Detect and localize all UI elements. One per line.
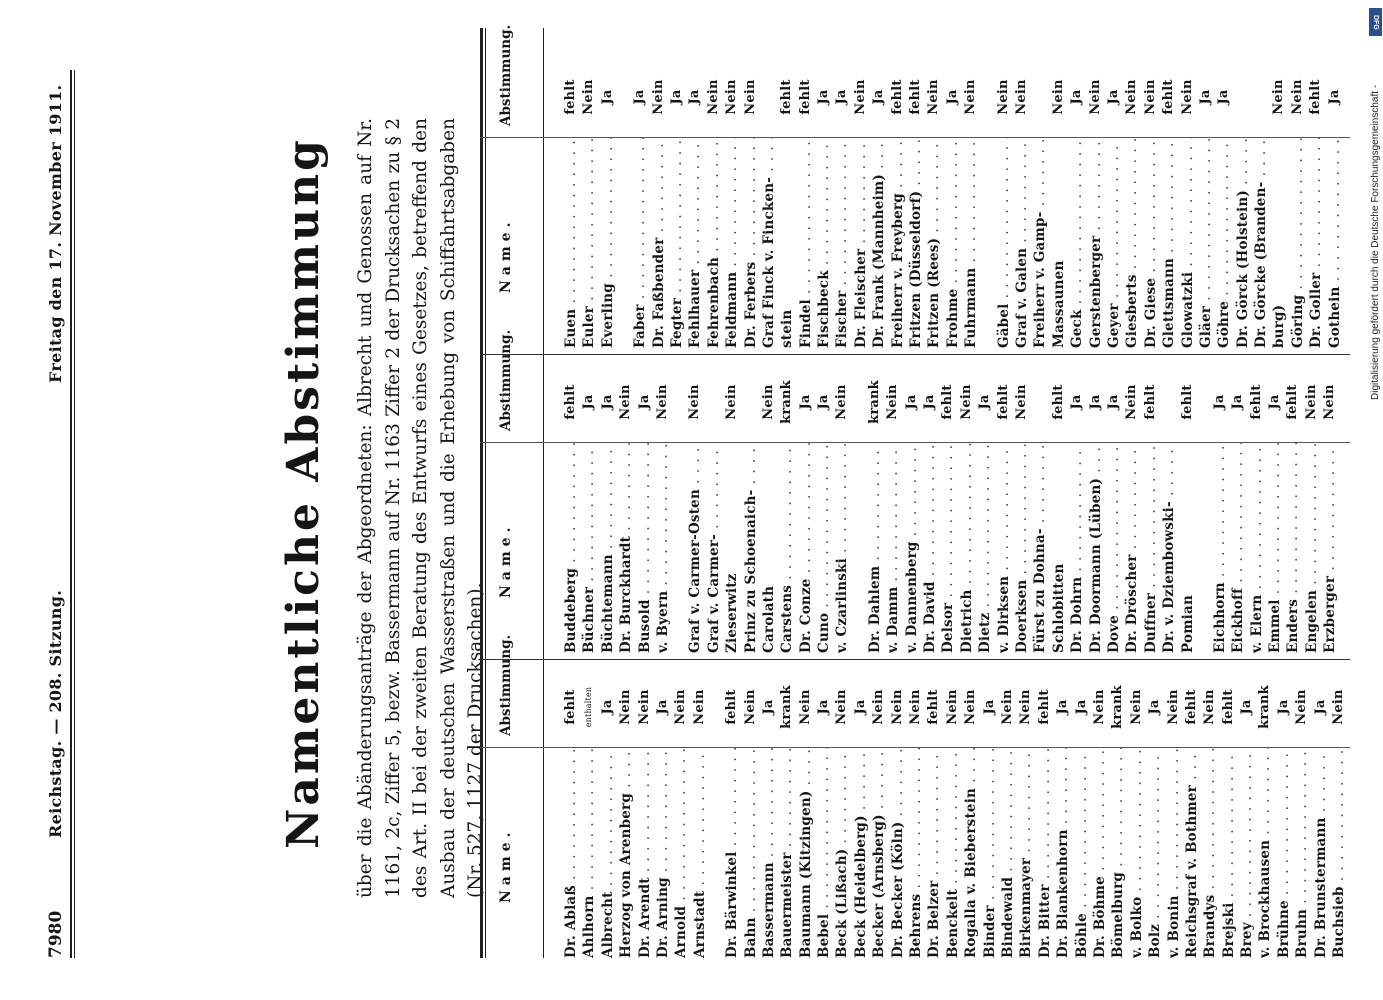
member-name: Pomian — [1179, 595, 1196, 653]
vote-value: Ja — [636, 394, 652, 410]
vote-value: Nein — [1013, 79, 1029, 115]
vote-value: Nein — [673, 689, 689, 725]
vote-value: Nein — [908, 689, 924, 725]
vote-value: Ja — [922, 394, 938, 410]
vote-value: Ja — [687, 89, 703, 105]
member-name: Dr. Blankenhorn . . . — [1054, 748, 1072, 958]
vote-description: über die Abänderungsanträge der Abgeordneten: Albrecht und Genossen auf Nr. 1161, 2c, Ziffer 5, bezw. Bassermann auf Nr. 1163 Ziffer 2 der Drucksachen zu § 2 des Art. II bei der zweiten Beratung des Entwurfs eines Gesetzes, betreffend den Ausbau der deutschen Wasserstraßen und die Erhebung von Schiffahrtsabgaben (Nr. 527, 1127 der Drucksachen). — [355, 118, 486, 898]
member-name: Euen . . . — [562, 138, 580, 348]
member-name: Dietz . . . — [976, 443, 994, 653]
member-name: Frohme . . . — [944, 138, 962, 348]
vote-header: Abstimmung. — [498, 24, 514, 126]
member-name: Arnstadt . . . — [691, 748, 709, 958]
vote-value: Nein — [1202, 689, 1218, 725]
member-name: v. Bonin . . . — [1165, 748, 1183, 958]
member-name: Fritzen (Düsseldorf) . . . — [907, 138, 925, 348]
vote-value: Ja — [581, 394, 597, 410]
member-name: Dr. Arning . . . — [654, 748, 672, 958]
name-header: Name. — [498, 522, 514, 598]
member-name: Freiherr v. Freyberg . . . — [889, 138, 907, 348]
vote-value: Nein — [691, 689, 707, 725]
member-name: Graf v. Carmer-Osten . . . — [686, 443, 704, 653]
member-name: Brey . . . — [1238, 748, 1256, 958]
vote-value: Nein — [797, 689, 813, 725]
page-number: 7980 — [46, 910, 66, 958]
vote-value: Nein — [1128, 689, 1144, 725]
member-name: stein — [779, 309, 796, 348]
vote-value: Ja — [903, 394, 919, 410]
vote-value: fehlt — [1285, 384, 1301, 420]
member-name: Duffner . . . — [1142, 443, 1160, 653]
vote-value: Ja — [981, 699, 997, 715]
member-name: Brandys . . . — [1201, 748, 1219, 958]
vote-value: Nein — [705, 79, 721, 115]
vote-value: Nein — [1087, 79, 1103, 115]
member-name: Geck . . . — [1068, 138, 1086, 348]
member-name: Delsor . . . — [939, 443, 957, 653]
page-title: Namentliche Abstimmung — [278, 137, 329, 849]
member-name: Prinz zu Schoenaich- . . . — [742, 443, 760, 653]
vote-value: krank — [866, 380, 882, 424]
member-name: Beck (Heidelberg) . . . — [852, 748, 870, 958]
member-name: Graf Finck v. Fincken- . . . — [760, 138, 778, 348]
member-name: Bassermann . . . — [760, 748, 778, 958]
vote-value: Ja — [1073, 699, 1089, 715]
member-name: Rogalla v. Bieberstein . . . — [962, 748, 980, 958]
member-name: Feldmann . . . — [723, 138, 741, 348]
vote-value: krank — [779, 380, 795, 424]
member-name: Göhre . . . — [1215, 138, 1233, 348]
vote-value: fehlt — [724, 689, 740, 725]
member-name: Emmel . . . — [1266, 443, 1284, 653]
vote-value: fehlt — [779, 79, 795, 115]
member-name: Massaunen — [1050, 260, 1067, 348]
session-date: Freitag den 17. November 1911. — [46, 84, 65, 383]
vote-value: krank — [1110, 685, 1126, 729]
member-name: Fischer . . . — [833, 138, 851, 348]
vote-value: Nein — [724, 384, 740, 420]
vote-value: fehlt — [1036, 689, 1052, 725]
member-name: Bolz . . . — [1146, 748, 1164, 958]
vote-value: Ja — [599, 394, 615, 410]
member-name: Dr. Becker (Köln) . . . — [889, 748, 907, 958]
member-name: Dr. Belzer . . . — [925, 748, 943, 958]
vote-header: Abstimmung. — [498, 329, 514, 431]
member-name: Dr. Görcke (Branden- . . . — [1252, 138, 1270, 348]
vote-value: Nein — [1294, 689, 1310, 725]
vote-value: Ja — [654, 699, 670, 715]
header-rule — [70, 70, 72, 958]
member-name: v. Dannenberg . . . — [903, 443, 921, 653]
vote-value: Nein — [1013, 384, 1029, 420]
vote-value: Nein — [687, 384, 703, 420]
vote-value: Nein — [742, 689, 758, 725]
member-name: Glowatzki . . . — [1179, 138, 1197, 348]
vote-value: Nein — [760, 384, 776, 420]
member-name: Dove . . . — [1105, 443, 1123, 653]
name-header: Name. — [498, 827, 514, 903]
vote-value: Nein — [885, 384, 901, 420]
vote-value: Nein — [1289, 79, 1305, 115]
member-name: Büchner . . . — [580, 443, 598, 653]
vote-value: enthalten — [584, 686, 594, 728]
vote-value: Ja — [1147, 699, 1163, 715]
member-name: Dr. Görck (Holstein) . . . — [1234, 138, 1252, 348]
vote-value: fehlt — [563, 384, 578, 420]
vote-value: fehlt — [995, 384, 1011, 420]
vote-value: fehlt — [889, 79, 905, 115]
member-name: Becker (Arnsberg) . . . — [870, 748, 888, 958]
member-name: Arnold . . . — [672, 748, 690, 958]
vote-value: Ja — [816, 89, 832, 105]
vote-value: Ja — [1087, 394, 1103, 410]
member-name: Birkenmayer . . . — [1017, 748, 1035, 958]
member-name: Eichhorn . . . — [1211, 443, 1229, 653]
member-name: Dr. Conze . . . — [797, 443, 815, 653]
member-name: Dr. Ablaß . . . — [562, 748, 580, 958]
vote-value: krank — [779, 685, 795, 729]
member-name: v. Damm . . . — [884, 443, 902, 653]
member-name: Dr. v. Dziembowski- . . . — [1160, 443, 1178, 653]
vote-value: Nein — [1124, 384, 1140, 420]
member-name: Benckelt . . . — [944, 748, 962, 958]
member-name: Gothein . . . — [1326, 138, 1344, 348]
member-name: Gläer . . . — [1197, 138, 1215, 348]
member-name: Dr. Ferbers . . . — [742, 138, 760, 348]
member-name: v. Bolko . . . — [1128, 748, 1146, 958]
vote-value: Nein — [1124, 79, 1140, 115]
member-name: v. Elern . . . — [1248, 443, 1266, 653]
vote-value: Ja — [1055, 699, 1071, 715]
vote-value: Nein — [654, 384, 670, 420]
vote-value: Nein — [1142, 79, 1158, 115]
member-name: Eickhoff . . . — [1229, 443, 1247, 653]
vote-value: Ja — [1197, 89, 1213, 105]
vote-value: Ja — [599, 699, 615, 715]
vote-value: Nein — [958, 384, 974, 420]
vote-value: Ja — [852, 699, 868, 715]
vote-value: Nein — [963, 79, 979, 115]
member-name: v. Czarlinski . . . — [833, 443, 851, 653]
vote-value: Nein — [834, 384, 850, 420]
member-name: burg) — [1271, 304, 1288, 348]
member-name: Fehlhauer . . . — [686, 138, 704, 348]
column-divider — [480, 747, 1350, 748]
member-name: Albrecht . . . — [599, 748, 617, 958]
member-name: Bauermeister . . . — [778, 748, 796, 958]
vote-value: fehlt — [1142, 384, 1158, 420]
vote-value: Nein — [995, 79, 1011, 115]
member-name: Zieserwitz — [724, 573, 741, 653]
vote-value: Ja — [1312, 699, 1328, 715]
table-block-3 — [480, 24, 1350, 348]
member-name: Fuhrmann . . . — [962, 138, 980, 348]
member-name: Beck (Lißach) . . . — [833, 748, 851, 958]
member-name: Fürst zu Dohna- . . . — [1031, 443, 1049, 653]
member-name: Bömelburg . . . — [1109, 748, 1127, 958]
digitization-note: Digitalisierung gefördert durch die Deutsche Forschungsgemeinschaft - — [1370, 84, 1381, 400]
dfg-logo: DFG — [1369, 8, 1382, 36]
vote-value: Nein — [871, 689, 887, 725]
member-name: Dr. David . . . — [921, 443, 939, 653]
vote-value: Ja — [797, 394, 813, 410]
member-name: Ahlhorn . . . — [580, 748, 598, 958]
vote-value: Ja — [1069, 394, 1085, 410]
vote-value: Ja — [1230, 394, 1246, 410]
member-name: Euler . . . — [580, 138, 598, 348]
vote-value: Ja — [760, 699, 776, 715]
member-name: Glettsmann . . . — [1160, 138, 1178, 348]
vote-value: fehlt — [908, 79, 924, 115]
vote-value: Ja — [1275, 699, 1291, 715]
member-name: Gerstenberger . . . — [1087, 138, 1105, 348]
vote-value: Nein — [581, 79, 597, 115]
name-header: Name. — [498, 217, 514, 293]
vote-value: Nein — [834, 689, 850, 725]
vote-value: fehlt — [1183, 689, 1199, 725]
vote-value: Ja — [1216, 89, 1232, 105]
vote-value: Ja — [816, 394, 832, 410]
member-name: Bindewald . . . — [999, 748, 1017, 958]
member-name: Giesberts . . . — [1123, 138, 1141, 348]
vote-value: Nein — [944, 689, 960, 725]
vote-value: Nein — [889, 689, 905, 725]
vote-value: Ja — [834, 89, 850, 105]
member-name: v. Dirksen . . . — [995, 443, 1013, 653]
vote-value: fehlt — [563, 79, 578, 115]
vote-header: Abstimmung. — [498, 634, 514, 736]
member-name: Fischbeck . . . — [815, 138, 833, 348]
vote-value: Nein — [724, 79, 740, 115]
member-name: Reichsgraf v. Bothmer . . . — [1183, 748, 1201, 958]
vote-value: Ja — [1211, 394, 1227, 410]
member-name: Buddeberg . . . — [562, 443, 580, 653]
member-name: Fegter . . . — [668, 138, 686, 348]
vote-value: fehlt — [563, 689, 578, 725]
header-rule-thin — [74, 70, 75, 958]
member-name: Enders . . . — [1284, 443, 1302, 653]
session-label: Reichstag. — 208. Sitzung. — [46, 589, 65, 838]
vote-value: Nein — [650, 79, 666, 115]
member-name: Göring . . . — [1289, 138, 1307, 348]
vote-value: Ja — [1267, 394, 1283, 410]
member-name: Everling . . . — [599, 138, 617, 348]
vote-value: Ja — [816, 699, 832, 715]
member-name: Geyer . . . — [1105, 138, 1123, 348]
member-name: Dr. Doormann (Lüben) . . . — [1087, 443, 1105, 653]
member-name: Büchtemann . . . — [599, 443, 617, 653]
vote-value: Nein — [1303, 384, 1319, 420]
member-name: Carolath — [760, 585, 777, 653]
table-block-2 — [480, 329, 1350, 653]
vote-value: Nein — [852, 79, 868, 115]
member-name: Dr. Giese . . . — [1142, 138, 1160, 348]
vote-value: Ja — [871, 89, 887, 105]
vote-value: fehlt — [1220, 689, 1236, 725]
vote-value: Nein — [999, 689, 1015, 725]
member-name: Bebel . . . — [815, 748, 833, 958]
member-name: Bruhn . . . — [1293, 748, 1311, 958]
vote-value: Nein — [1165, 689, 1181, 725]
column-divider — [480, 442, 1350, 443]
vote-value: Ja — [632, 89, 648, 105]
member-name: Dr. Faßbender . . . — [650, 138, 668, 348]
member-name: Cuno . . . — [815, 443, 833, 653]
column-divider — [480, 137, 1350, 138]
vote-value: Ja — [944, 89, 960, 105]
vote-value: Ja — [1326, 89, 1342, 105]
member-name: Freiherr v. Gamp- . . . — [1031, 138, 1049, 348]
member-name: Dr. Dohrn . . . — [1068, 443, 1086, 653]
member-name: Dr. Goller . . . — [1307, 138, 1325, 348]
member-name: Böhle . . . — [1073, 748, 1091, 958]
member-name: Engelen . . . — [1303, 443, 1321, 653]
member-name: Dr. Arendt . . . — [636, 748, 654, 958]
vote-value: fehlt — [926, 689, 942, 725]
member-name: Dr. Dröscher . . . — [1123, 443, 1141, 653]
vote-value: fehlt — [940, 384, 956, 420]
member-name: Buchsieb . . . — [1330, 748, 1348, 958]
member-name: v. Byern . . . — [654, 443, 672, 653]
member-name: Dr. Brunstermann . . . — [1312, 748, 1330, 958]
vote-value: krank — [1257, 685, 1273, 729]
member-name: Dr. Burckhardt . . . — [617, 443, 635, 653]
block-divider — [480, 659, 1350, 660]
member-name: Busold . . . — [636, 443, 654, 653]
vote-value: Nein — [1179, 79, 1195, 115]
member-name: Doerksen . . . — [1013, 443, 1031, 653]
member-name: v. Brockhausen . . . — [1256, 748, 1274, 958]
member-name: Graf v. Carmer- . . . — [705, 443, 723, 653]
vote-value: Nein — [1271, 79, 1287, 115]
member-name: Brühne . . . — [1275, 748, 1293, 958]
member-name: Graf v. Galen . . . — [1013, 138, 1031, 348]
member-name: Behrens . . . — [907, 748, 925, 958]
vote-value: Nein — [636, 689, 652, 725]
rotated-document — [40, 24, 1348, 958]
member-name: Dr. Dahlem . . . — [866, 443, 884, 653]
vote-value: fehlt — [1050, 384, 1066, 420]
member-name: Dr. Böhme . . . — [1091, 748, 1109, 958]
member-name: Fehrenbach . . . — [705, 138, 723, 348]
member-name: Faber . . . — [631, 138, 649, 348]
member-name: Baumann (Kitzingen) . . . — [797, 748, 815, 958]
vote-value: Ja — [668, 89, 684, 105]
vote-value: fehlt — [1308, 79, 1324, 115]
member-name: Carstens . . . — [778, 443, 796, 653]
vote-value: Nein — [1018, 689, 1034, 725]
vote-value: fehlt — [1179, 384, 1195, 420]
member-name: Bahn . . . — [742, 748, 760, 958]
vote-value: Nein — [1050, 79, 1066, 115]
vote-table — [480, 24, 1350, 958]
vote-value: Nein — [926, 79, 942, 115]
member-name: Dr. Fleischer . . . — [852, 138, 870, 348]
member-name: Dietrich . . . — [958, 443, 976, 653]
member-name: Brejski . . . — [1220, 748, 1238, 958]
member-name: Erzberger . . . — [1321, 443, 1339, 653]
member-name: Findel . . . — [797, 138, 815, 348]
vote-value: fehlt — [1248, 384, 1264, 420]
vote-value: Ja — [977, 394, 993, 410]
member-name: Dr. Bitter . . . — [1036, 748, 1054, 958]
vote-value: Nein — [742, 79, 758, 115]
member-name: Gäbel . . . — [995, 138, 1013, 348]
vote-value: Nein — [618, 689, 634, 725]
vote-value: Ja — [1105, 394, 1121, 410]
member-name: Schlobitten — [1050, 563, 1067, 653]
vote-value: Ja — [1239, 699, 1255, 715]
vote-value: Ja — [1069, 89, 1085, 105]
vote-value: Ja — [599, 89, 615, 105]
member-name: Dr. Bärwinkel . . . — [723, 748, 741, 958]
member-name: Dr. Frank (Mannheim) . . . — [870, 138, 888, 348]
vote-value: Nein — [618, 384, 634, 420]
member-name: Herzog von Arenberg . . . — [617, 748, 635, 958]
vote-value: Nein — [1091, 689, 1107, 725]
vote-value: Ja — [1105, 89, 1121, 105]
member-name: Fritzen (Rees) . . . — [925, 138, 943, 348]
member-name: Binder . . . — [981, 748, 999, 958]
block-divider — [480, 354, 1350, 355]
vote-value: fehlt — [1161, 79, 1177, 115]
vote-value: Nein — [963, 689, 979, 725]
vote-value: Nein — [1322, 384, 1338, 420]
vote-value: fehlt — [797, 79, 813, 115]
vote-value: Nein — [1331, 689, 1347, 725]
